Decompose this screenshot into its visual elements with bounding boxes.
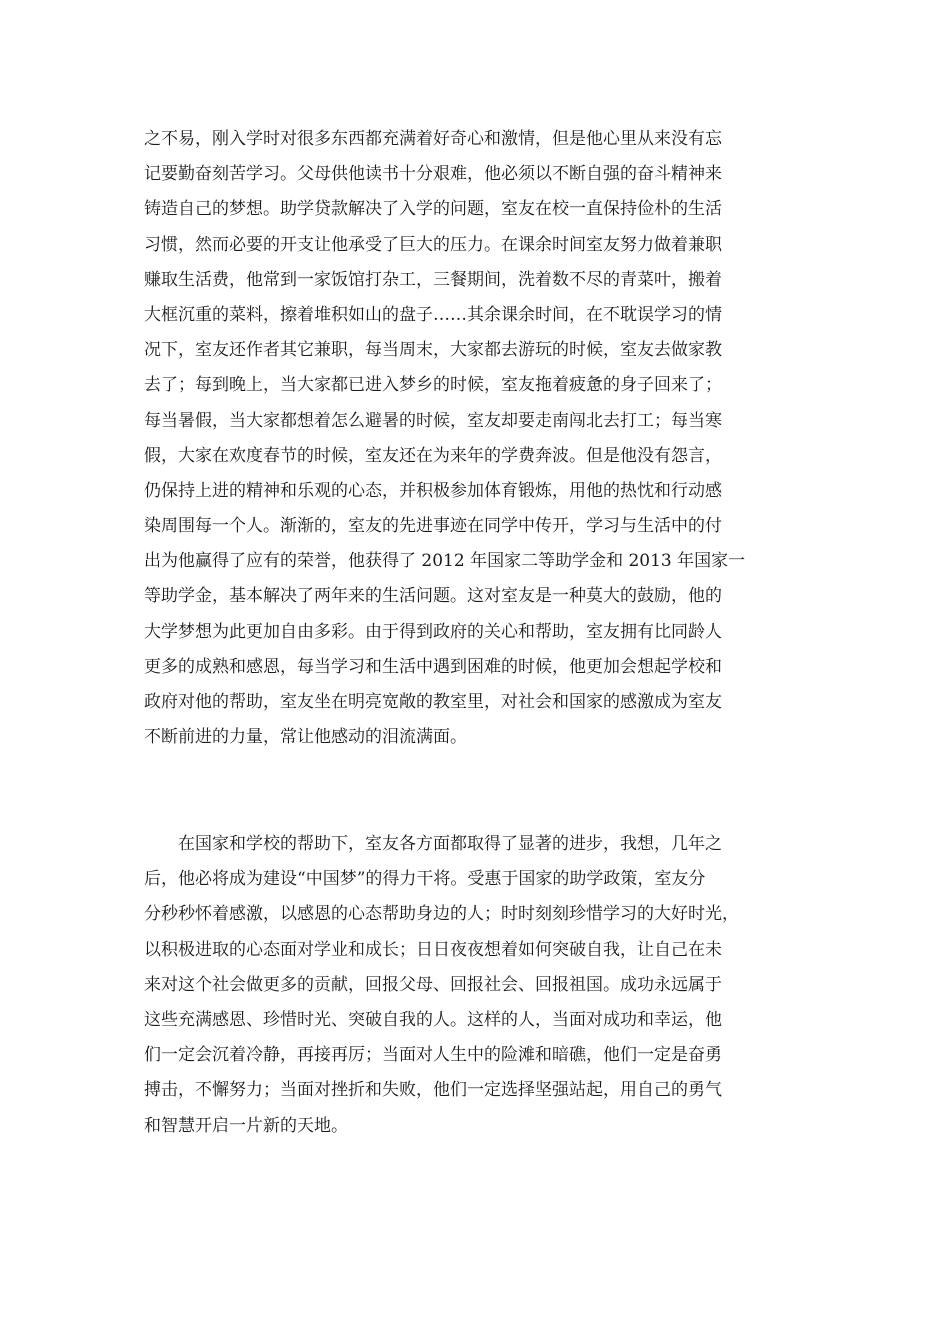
text-line: 假，大家在欢度春节的时候，室友还在为来年的学费奔波。但是他没有怨言， [144, 445, 722, 466]
text-line: 搏击，不懈努力；当面对挫折和失败，他们一定选择坚强站起，用自己的勇气 [144, 1080, 722, 1101]
text-line: 去了；每到晚上，当大家都已进入梦乡的时候，室友拖着疲惫的身子回来了； [144, 375, 722, 396]
text-line: 出为他赢得了应有的荣誉，他获得了 2012 年国家二等助学金和 2013 年国家一 [144, 551, 746, 572]
text-line: 之不易，刚入学时对很多东西都充满着好奇心和激情，但是他心里从来没有忘 [144, 129, 722, 149]
text-line: 在国家和学校的帮助下，室友各方面都取得了显著的进步，我想，几年之 [178, 834, 722, 854]
text-line: 染周围每一个人。渐渐的，室友的先进事迹在同学中传开，学习与生活中的付 [144, 516, 722, 537]
paragraph-1 [144, 122, 806, 755]
paragraph-2 [144, 827, 806, 1144]
text-line: 铸造自己的梦想。助学贷款解决了入学的问题，室友在校一直保持俭朴的生活 [144, 199, 722, 220]
text-line: 等助学金，基本解决了两年来的生活问题。这对室友是一种莫大的鼓励，他的 [144, 586, 722, 607]
text-line: 大学梦想为此更加自由多彩。由于得到政府的关心和帮助，室友拥有比同龄人 [144, 621, 722, 642]
text-line: 大框沉重的菜料，擦着堆积如山的盘子……其余课余时间，在不耽误学习的情 [144, 304, 722, 325]
text-line: 政府对他的帮助，室友坐在明亮宽敞的教室里，对社会和国家的感激成为室友 [144, 692, 722, 712]
text-line: 记要勤奋刻苦学习。父母供他读书十分艰难，他必须以不断自强的奋斗精神来 [144, 164, 722, 185]
text-line: 赚取生活费，他常到一家饭馆打杂工，三餐期间，洗着数不尽的青菜叶，搬着 [144, 269, 722, 290]
text-line: 更多的成熟和感恩，每当学习和生活中遇到困难的时候，他更加会想起学校和 [144, 656, 722, 677]
text-line: 每当暑假，当大家都想着怎么避暑的时候，室友却要走南闯北去打工；每当寒 [144, 410, 722, 431]
text-line: 以积极进取的心态面对学业和成长；日日夜夜想着如何突破自我，让自己在未 [144, 939, 722, 960]
text-line: 不断前进的力量，常让他感动的泪流满面。 [144, 727, 467, 748]
text-line: 仍保持上进的精神和乐观的心态，并积极参加体育锻炼，用他的热忱和行动感 [144, 480, 722, 501]
text-line: 后，他必将成为建设“中国梦”的得力干将。受惠于国家的助学政策，室友分 [144, 869, 706, 890]
text-line: 们一定会沉着冷静，再接再厉；当面对人生中的险滩和暗礁，他们一定是奋勇 [144, 1045, 722, 1066]
text-line: 分秒秒怀着感激，以感恩的心态帮助身边的人；时时刻刻珍惜学习的大好时光， [144, 904, 739, 925]
text-line: 况下，室友还作者其它兼职，每当周末，大家都去游玩的时候，室友去做家教 [144, 340, 722, 361]
text-line: 和智慧开启一片新的天地。 [144, 1115, 348, 1136]
text-line: 习惯，然而必要的开支让他承受了巨大的压力。在课余时间室友努力做着兼职 [144, 234, 722, 255]
text-line: 来对这个社会做更多的贡献，回报父母、回报社会、回报祖国。成功永远属于 [144, 974, 722, 995]
text-line: 这些充满感恩、珍惜时光、突破自我的人。这样的人，当面对成功和幸运，他 [144, 1009, 722, 1030]
